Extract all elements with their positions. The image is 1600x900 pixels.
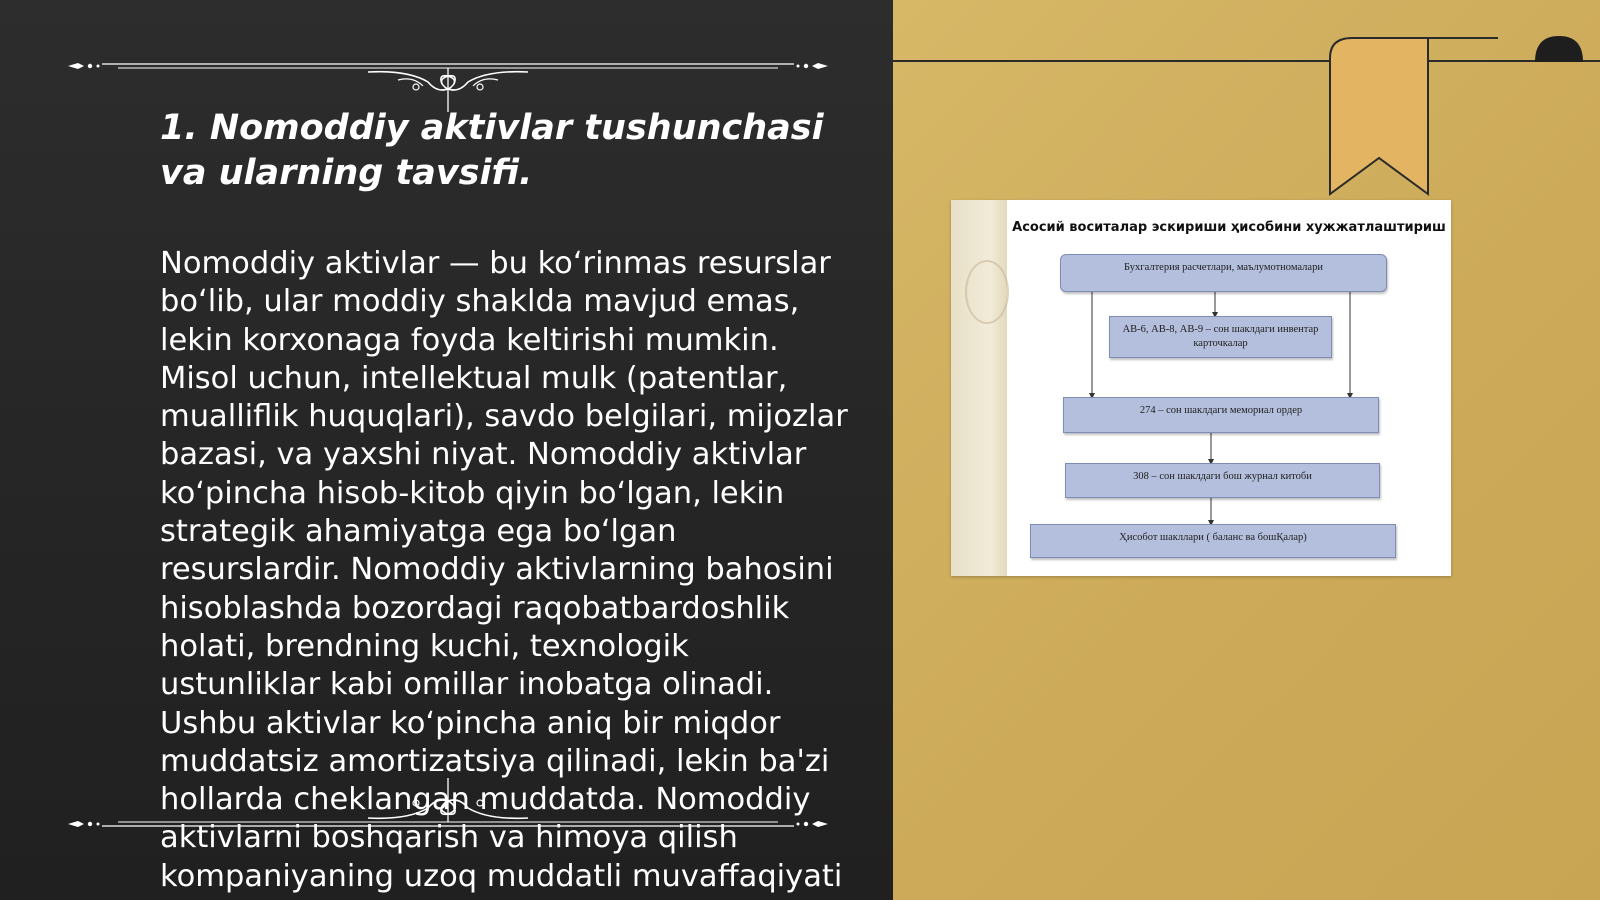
flow-box-accounting: Бухгалтерия расчетлари, маълумотномалари (1060, 254, 1387, 292)
slide-title: 1. Nomoddiy aktivlar tushunchasi va ularning tavsifi. (160, 108, 824, 193)
slide-body-text: Nomoddiy aktivlar — bu ko‘rinmas resurslar bo‘lib, ular moddiy shaklda mavjud emas, lekin korxonaga foyda keltirishi mumkin. Misol uchun, intellektual mulk (patentlar, mualliflik huquqlari), savdo belgilari, mijozlar bazasi, va yaxshi niyat. Nomoddiy aktivlar ko‘pincha hisob-kitob qiyin bo‘lgan, lekin strategik ahamiyatga ega bo‘lgan resurslardir. Nomoddiy aktivlarning bahosini hisoblashda bozordagi raqobatbardoshlik holati, brendning kuchi, texnologik ustunliklar kabi omillar inobatga olinadi. Ushbu aktivlar ko‘pincha aniq bir miqdor muddatsiz amortizatsiya qilinadi, lekin ba'zi hollarda cheklangan muddatda. Nomoddiy aktivlarni boshqarish va himoya qilish kompaniyaning uzoq muddatli muvaffaqiyati (160, 246, 848, 894)
flow-box-memorial-order: 274 – сон шаклдаги мемориал ордер (1063, 397, 1379, 433)
flowchart-image (951, 200, 1451, 576)
corner-disc-icon (1533, 34, 1593, 74)
flow-box-general-ledger: 308 – сон шаклдаги бош журнал китоби (1065, 463, 1380, 498)
ornament-divider-top (68, 54, 828, 114)
ornament-divider-bottom (68, 776, 828, 836)
bookmark-ribbon-icon (1328, 34, 1528, 204)
flow-box-reports: Ҳисобот шакллари ( баланс ва бошҚалар) (1030, 524, 1396, 558)
flowchart-title: Асосий воситалар эскириши ҳисобини хужжатлаштириш (1012, 220, 1446, 235)
flow-box-inventory-cards: АВ-6, АВ-8, АВ-9 – сон шаклдаги инвентар карточкалар (1109, 316, 1332, 358)
